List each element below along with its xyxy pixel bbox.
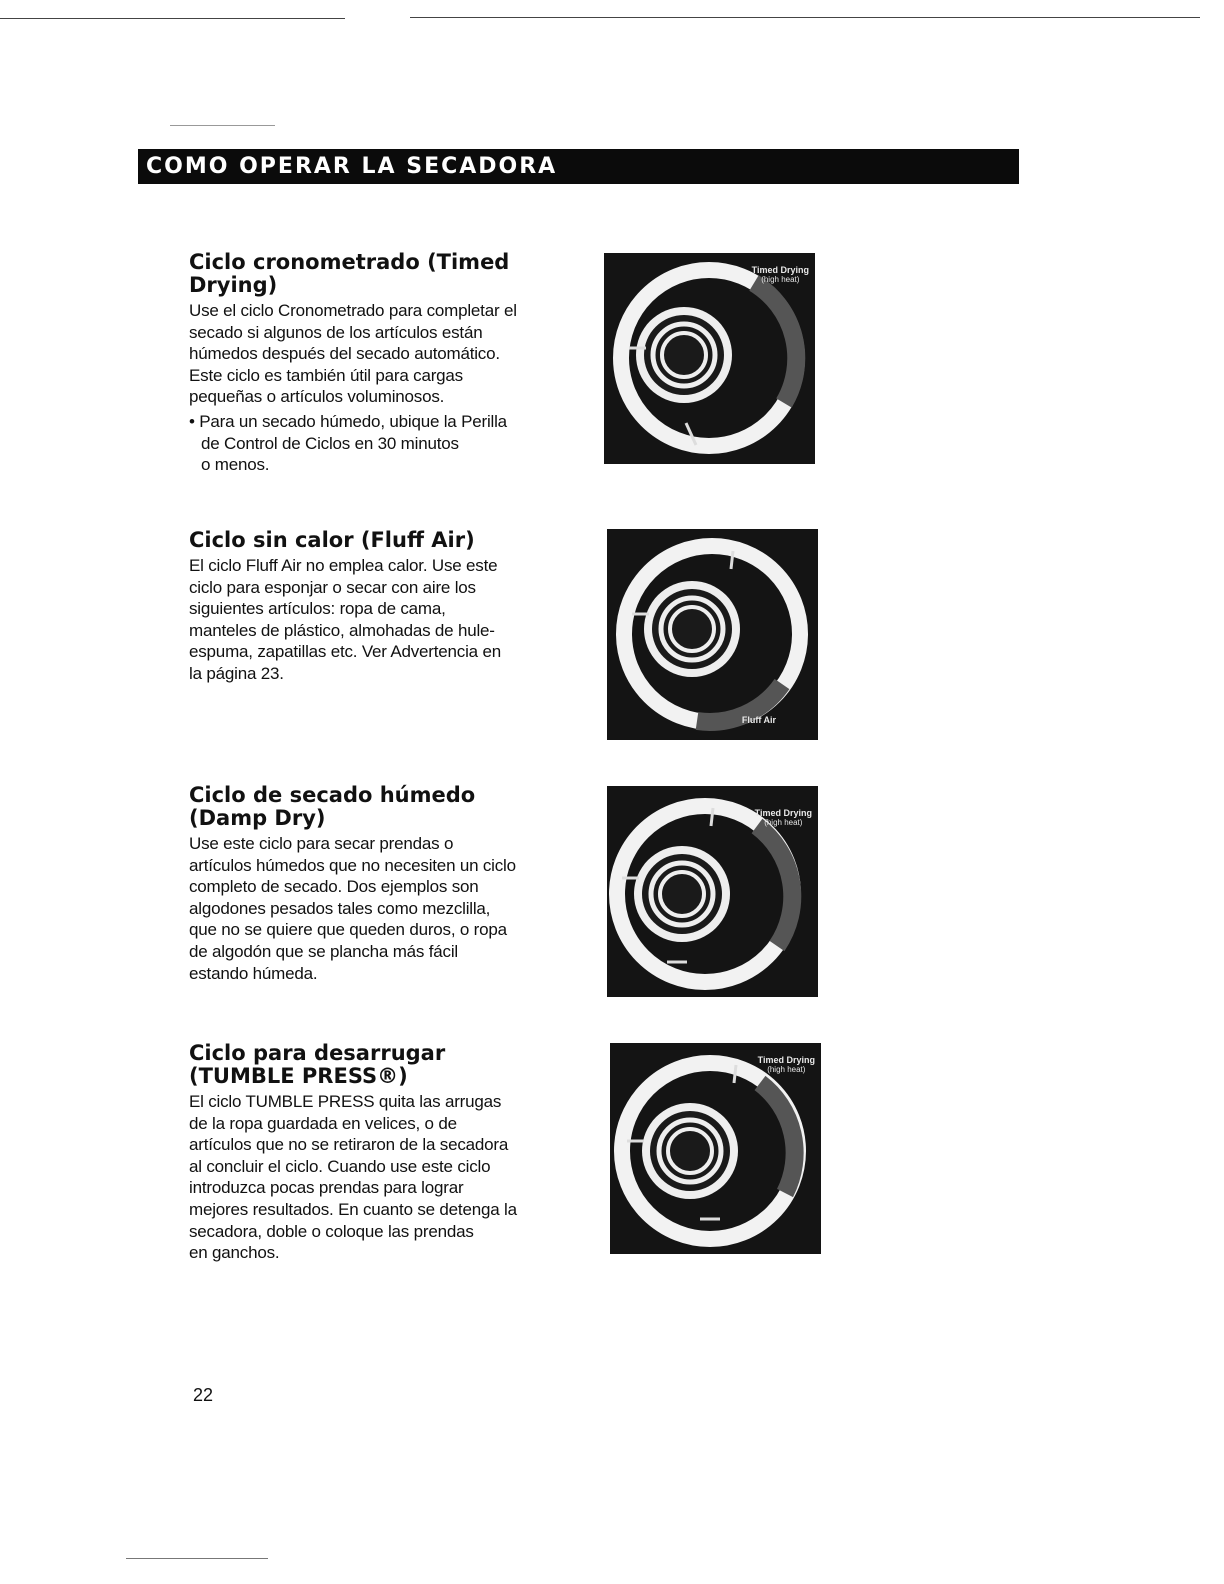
dial-sublabel-text: (high heat) [761, 275, 800, 284]
section-header-title: COMO OPERAR LA SECADORA [146, 154, 558, 179]
body-line: la página 23. [189, 663, 284, 683]
body-line: pequeñas o artículos voluminosos. [189, 387, 445, 407]
body-line: El ciclo Fluff Air no emplea calor. Use este [189, 556, 498, 575]
dial-icon [607, 529, 818, 740]
body-line: Use este ciclo para secar prendas o [189, 834, 454, 853]
section-body [189, 833, 584, 984]
section-timed-drying [189, 251, 584, 476]
small-rule [170, 125, 275, 126]
body-line: siguientes artículos: ropa de cama, [189, 599, 446, 619]
body-line: artículos húmedos que no necesiten un ciclo [189, 855, 516, 875]
body-line: Este ciclo es también útil para cargas [189, 365, 463, 385]
dial-image-fluff-air [607, 529, 818, 740]
bullet-line: de Control de Ciclos en 30 minutos [201, 433, 459, 453]
section-title-line: Drying) [189, 273, 278, 297]
section-title-line: Ciclo sin calor (Fluff Air) [189, 528, 475, 552]
dial-sublabel-text: (high heat) [764, 818, 803, 827]
top-rule-left [0, 18, 345, 19]
dial-label-text: Timed Drying [751, 265, 809, 275]
body-line: espuma, zapatillas etc. Ver Advertencia en [189, 642, 501, 662]
section-title [189, 251, 584, 297]
dial-label [758, 1055, 815, 1075]
body-line: ciclo para esponjar o secar con aire los [189, 577, 476, 597]
body-line: algodones pesados tales como mezclilla, [189, 898, 491, 918]
body-line: secado si algunos de los artículos están [189, 322, 483, 342]
section-header-bar [138, 149, 1019, 184]
dial-label [752, 265, 809, 285]
top-rule-right [410, 17, 1200, 18]
section-title-line: Ciclo para desarrugar [189, 1041, 446, 1065]
body-line: Use el ciclo Cronometrado para completar el [189, 301, 517, 320]
section-title-line: Ciclo cronometrado (Timed [189, 250, 510, 274]
section-title [189, 529, 584, 552]
body-line: mejores resultados. En cuanto se detenga la [189, 1199, 517, 1219]
body-line: manteles de plástico, almohadas de hule- [189, 620, 495, 640]
section-body [189, 1091, 584, 1264]
dial-label-text: Timed Drying [754, 808, 812, 818]
body-line: artículos que no se retiraron de la secadora [189, 1135, 509, 1155]
body-line: completo de secado. Dos ejemplos son [189, 877, 479, 897]
section-title-line: (TUMBLE PRESS®) [189, 1064, 408, 1088]
bullet-line: • Para un secado húmedo, ubique la Perilla [189, 411, 507, 431]
body-line: de la ropa guardada en velices, o de [189, 1113, 457, 1133]
section-fluff-air [189, 529, 584, 685]
dial-image-tumble-press [610, 1043, 821, 1254]
dial-label-text: Fluff Air [741, 715, 776, 725]
section-title [189, 784, 584, 830]
dial-image-timed-drying [604, 253, 815, 464]
bottom-rule [126, 1558, 268, 1559]
section-title-line: Ciclo de secado húmedo [189, 783, 476, 807]
body-line: El ciclo TUMBLE PRESS quita las arrugas [189, 1092, 502, 1111]
body-line: secadora, doble o coloque las prendas [189, 1221, 474, 1241]
section-title [189, 1042, 584, 1088]
section-damp-dry [189, 784, 584, 984]
dial-label [742, 715, 776, 725]
section-body [189, 555, 584, 685]
body-line: que no se quiere que queden duros, o ropa [189, 920, 507, 940]
page-number: 22 [193, 1385, 214, 1405]
body-line: húmedos después del secado automático. [189, 344, 500, 364]
section-tumble-press [189, 1042, 584, 1264]
body-line: al concluir el ciclo. Cuando use este ciclo [189, 1156, 491, 1176]
dial-image-damp-dry [607, 786, 818, 997]
dial-label-text: Timed Drying [757, 1055, 815, 1065]
bullet-item [189, 411, 584, 476]
body-line: introduzca pocas prendas para lograr [189, 1178, 464, 1198]
bullet-line: o menos. [201, 455, 270, 475]
body-line: de algodón que se plancha más fácil [189, 941, 458, 961]
section-body [189, 300, 584, 408]
section-title-line: (Damp Dry) [189, 806, 326, 830]
body-line: en ganchos. [189, 1243, 280, 1263]
dial-sublabel-text: (high heat) [767, 1065, 806, 1074]
dial-label [755, 808, 812, 828]
body-line: estando húmeda. [189, 963, 318, 983]
